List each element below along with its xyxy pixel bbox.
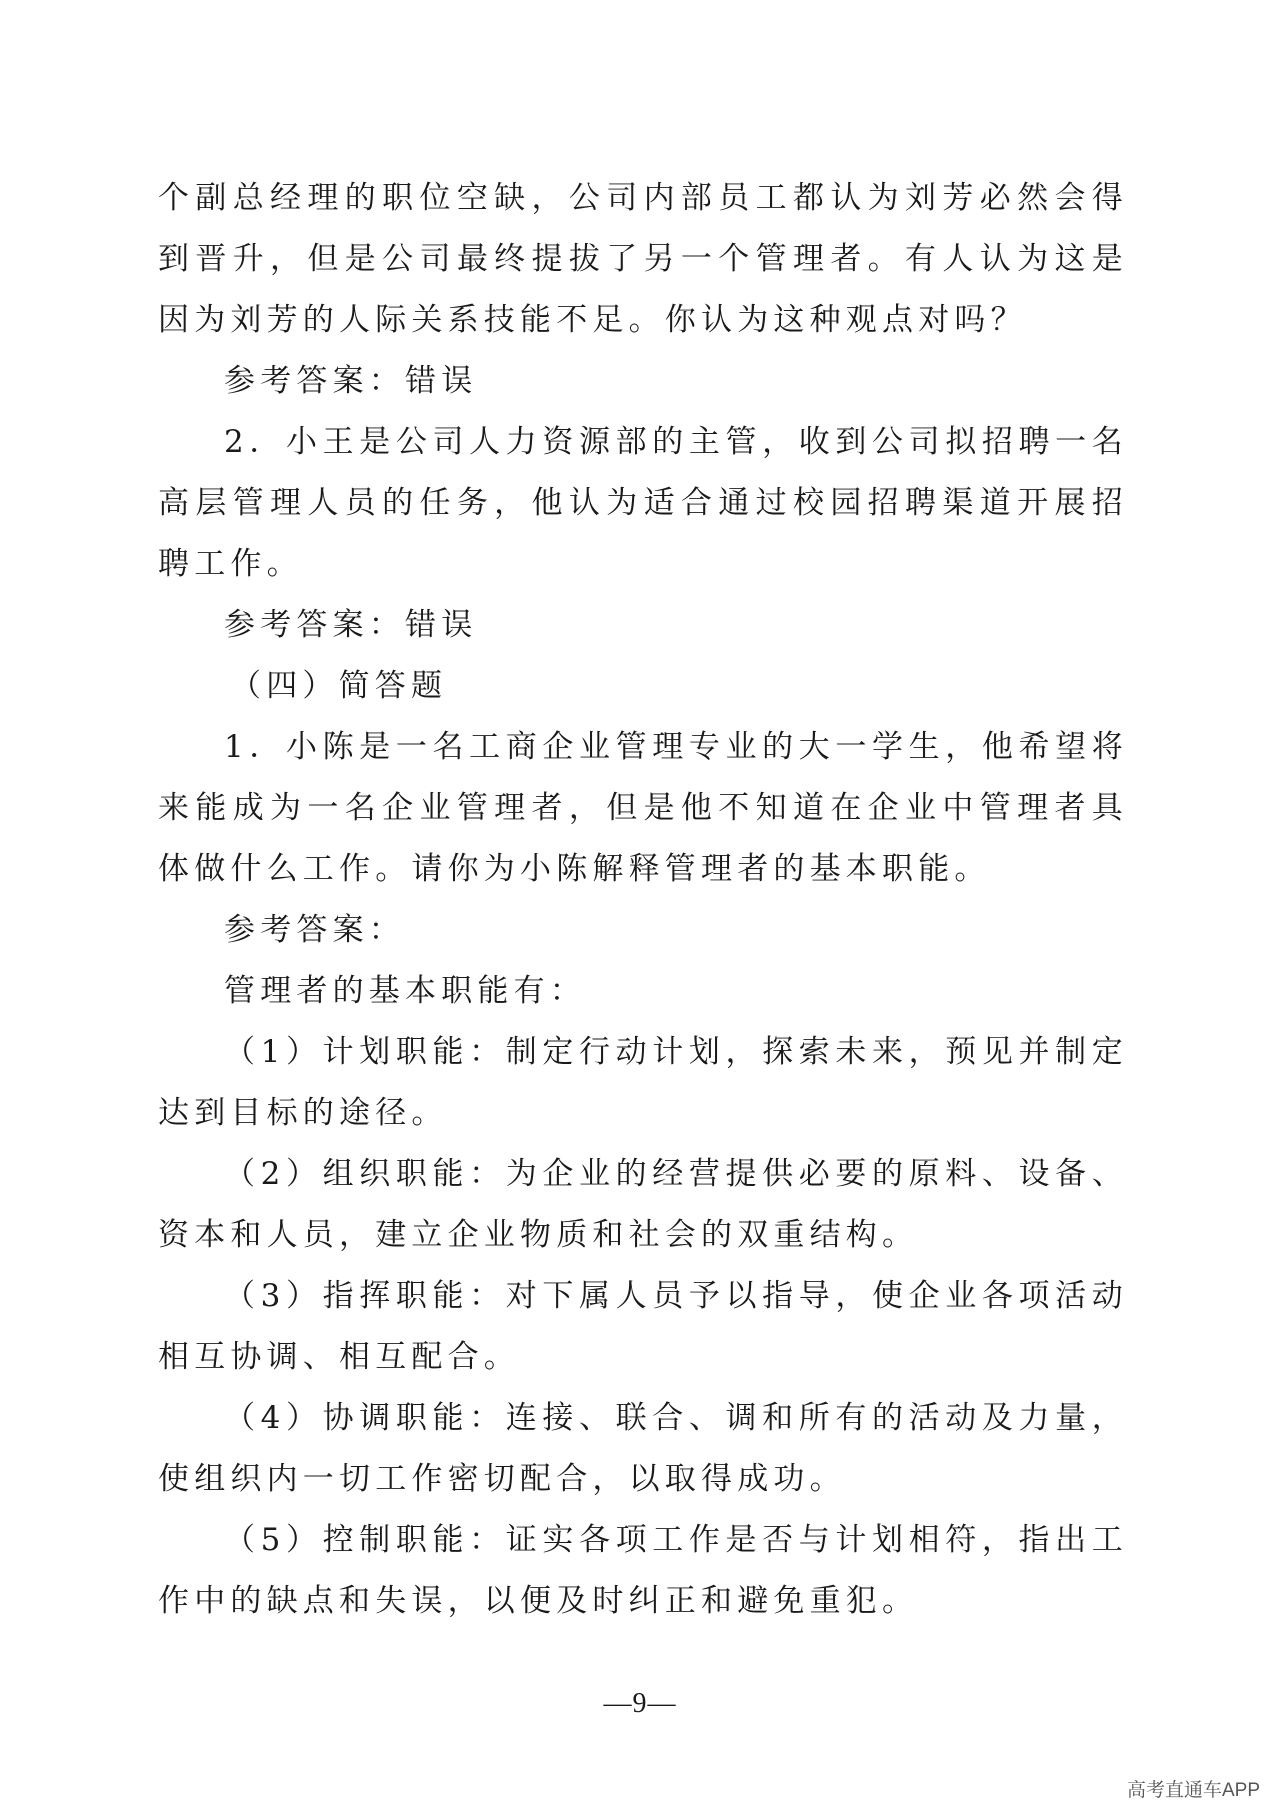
paragraph-question-continued: 个副总经理的职位空缺，公司内部员工都认为刘芳必然会得到晋升，但是公司最终提拔了另一个管理者。有人认为这是因为刘芳的人际关系技能不足。你认为这种观点对吗？: [158, 180, 1128, 338]
paragraph-function-commanding: （3）指挥职能：对下属人员予以指导，使企业各项活动相互协调、相互配合。: [158, 1278, 1128, 1375]
paragraph-question-2: 2．小王是公司人力资源部的主管，收到公司拟招聘一名高层管理人员的任务，他认为适合通过校园招聘渠道开展招聘工作。: [158, 424, 1128, 582]
page-number: —9—: [603, 1688, 677, 1719]
paragraph-answer-2: 参考答案：错误: [224, 607, 478, 643]
paragraph-answer-label: 参考答案：: [224, 912, 405, 948]
paragraph-function-coordinating: （4）协调职能：连接、联合、调和所有的活动及力量，使组织内一切工作密切配合，以取得成功。: [158, 1400, 1128, 1497]
paragraph-short-question-1: 1．小陈是一名工商企业管理专业的大一学生，他希望将来能成为一名企业管理者，但是他不知道在企业中管理者具体做什么工作。请你为小陈解释管理者的基本职能。: [158, 729, 1128, 887]
paragraph-function-planning: （1）计划职能：制定行动计划，探索未来，预见并制定达到目标的途径。: [158, 1034, 1128, 1131]
watermark: 高考直通车APP: [1126, 1780, 1260, 1801]
paragraph-function-controlling: （5）控制职能：证实各项工作是否与计划相符，指出工作中的缺点和失误，以便及时纠正和避免重犯。: [158, 1522, 1128, 1619]
document-body: [158, 168, 1128, 1632]
paragraph-answer-1: 参考答案：错误: [224, 363, 478, 399]
paragraph-functions-intro: 管理者的基本职能有：: [224, 973, 586, 1009]
paragraph-function-organizing: （2）组织职能：为企业的经营提供必要的原料、设备、资本和人员，建立企业物质和社会的双重结构。: [158, 1156, 1128, 1253]
section-heading-short-answer: （四）简答题: [230, 668, 448, 704]
